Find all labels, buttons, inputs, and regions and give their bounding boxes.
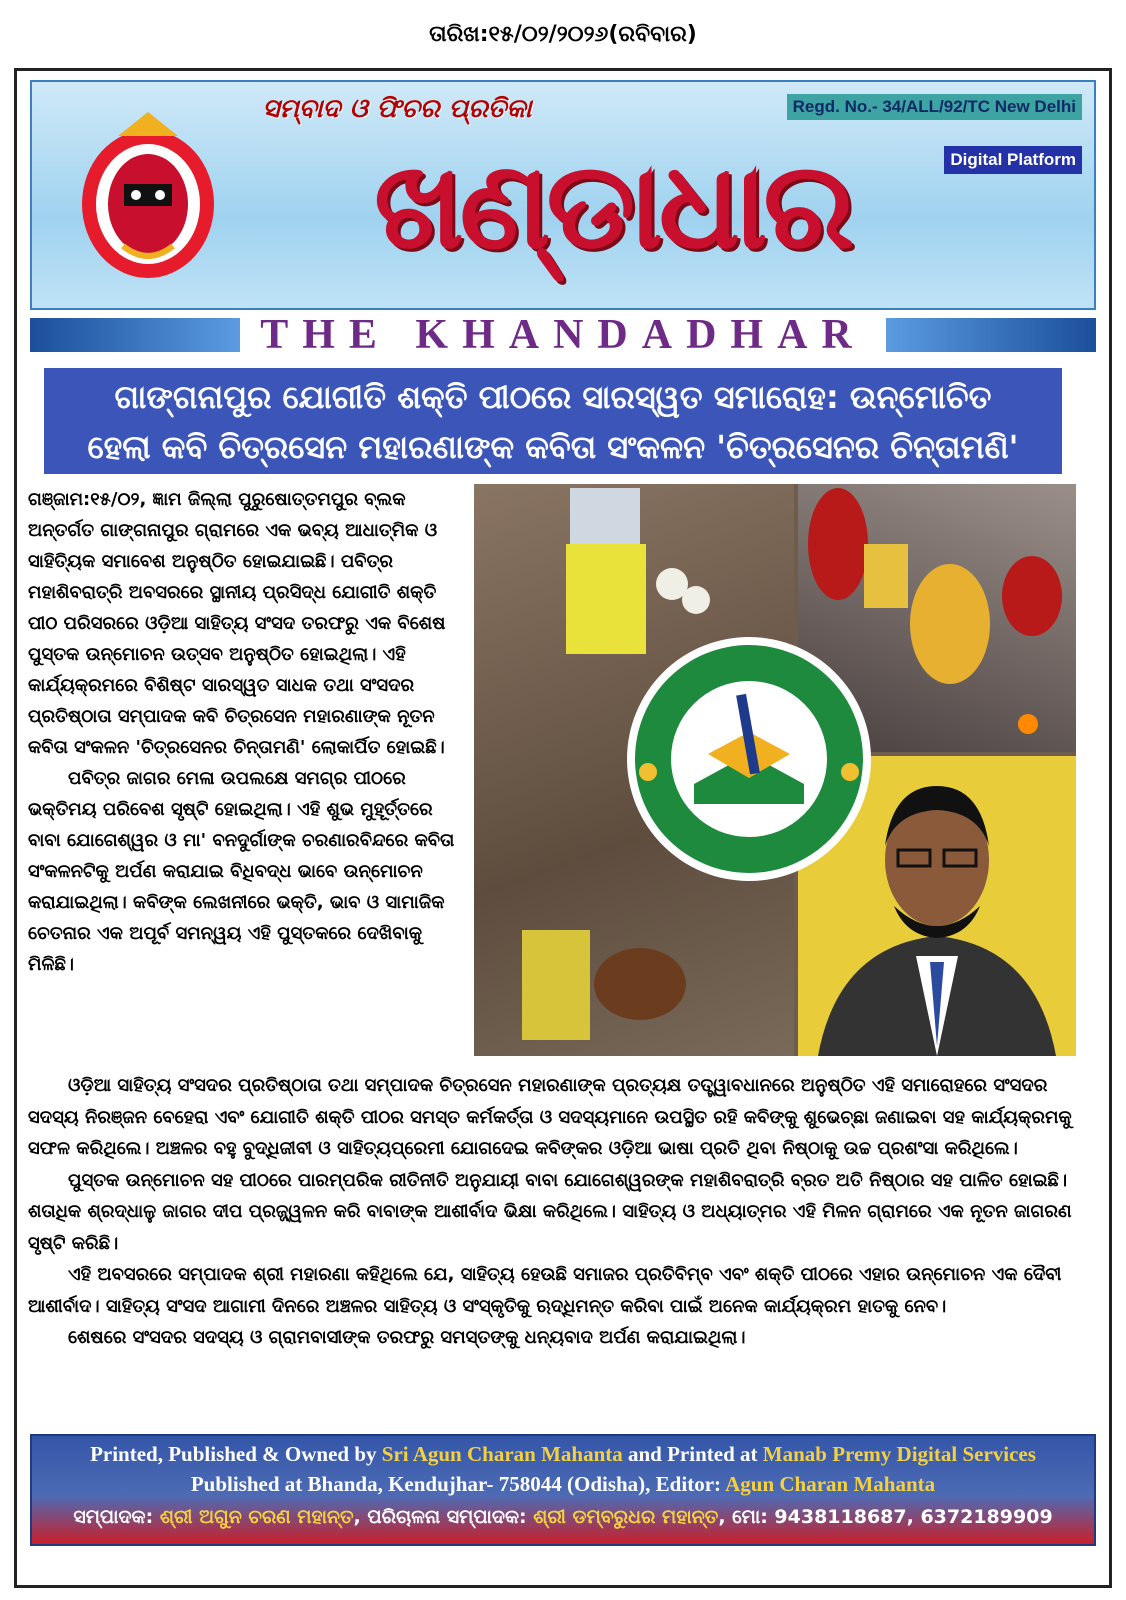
footer-text: and Printed at — [622, 1442, 763, 1466]
sahitya-sansad-seal — [624, 634, 874, 884]
article-paragraph: ଏହି ଅବସରରେ ସମ୍ପାଦକ ଶ୍ରୀ ମହାରଣା କହିଥିଲେ ଯେ, ସାହିତ୍ୟ ହେଉଛି ସମାଜର ପ୍ରତିବିମ୍ବ ଏବଂ ଶକ୍ତି ପୀଠରେ ଏହାର ଉନ୍ମୋଚନ ଏକ ଦୈବୀ ଆଶୀର୍ବାଦ। ସାହିତ୍ୟ ସଂସଦ ଆଗାମୀ ଦିନରେ ଅଞ୍ଚଳର ସାହିତ୍ୟ ଓ ସଂସ୍କୃତିକୁ ଋଦ୍ଧିମନ୍ତ କରିବା ପାଇଁ ଅନେକ କାର୍ଯ୍ୟକ୍ରମ ହାତକୁ ନେବ। — [28, 1264, 1062, 1317]
editor-name-odia: ଶ୍ରୀ ଅଗୁନ ଚରଣ ମହାନ୍ତ — [159, 1506, 354, 1528]
newspaper-title: ଖଣ୍ଡାଧାର — [373, 137, 851, 276]
editor-name: Agun Charan Mahanta — [725, 1472, 936, 1496]
article-paragraph: ପବିତ୍ର ଜାଗର ମେଳା ଉପଲକ୍ଷେ ସମଗ୍ର ପୀଠରେ ଭକ୍ତିମୟ ପରିବେଶ ସୃଷ୍ଟି ହୋଇଥିଲା। ଏହି ଶୁଭ ମୁହୂର୍ତ୍ତରେ ବାବା ଯୋଗେଶ୍ୱର ଓ ମା' ବନଦୁର୍ଗାଙ୍କ ଚରଣାରବିନ୍ଦରେ କବିତା ସଂକଳନଟିକୁ ଅର୍ପଣ କରାଯାଇ ବିଧିବଦ୍ଧ ଭାବେ ଉନ୍ମୋଚନ କରାଯାଇଥିଲା। କବିଙ୍କ ଲେଖନୀରେ ଭକ୍ତି, ଭାବ ଓ ସାମାଜିକ ଚେତନାର ଏକ ଅପୂର୍ବ ସମନ୍ୱୟ ଏହି ପୁସ୍ତକରେ ଦେଖିବାକୁ ମିଳିଛି। — [28, 768, 455, 975]
english-title-bar — [30, 312, 1096, 358]
registration-badge: Regd. No.- 34/ALL/92/TC New Delhi — [787, 94, 1082, 120]
headline-line-1: ଗାଙ୍ଗନାପୁର ଯୋଗୀତି ଶକ୍ତି ପୀଠରେ ସାରସ୍ୱତ ସମାରୋହ: ଉନ୍ମୋଚିତ — [114, 378, 992, 416]
footer-text: ସମ୍ପାଦକ: — [73, 1506, 160, 1528]
headline-line-2: ହେଲା କବି ଚିତ୍ରସେନ ମହାରଣାଙ୍କ କବିତା ସଂକଳନ 'ଚିତ୍ରସେନର ଚିନ୍ତାମଣି' — [87, 428, 1019, 466]
footer-text: Printed, Published & Owned by — [90, 1442, 382, 1466]
footer-line-3 — [32, 1506, 1094, 1528]
masthead — [30, 80, 1096, 310]
tagline: ସମ୍ବାଦ ଓ ଫିଚର ପ୍ରତିକା — [262, 94, 532, 124]
headline — [44, 368, 1062, 474]
footer-text: Published at Bhanda, Kendujhar- 758044 (Odisha), Editor: — [190, 1472, 726, 1496]
owner-name: Sri Agun Charan Mahanta — [381, 1442, 623, 1466]
article-paragraph: ପୁସ୍ତକ ଉନ୍ମୋଚନ ସହ ପୀଠରେ ପାରମ୍ପରିକ ରୀତିନୀତି ଅନୁଯାୟୀ ବାବା ଯୋଗେଶ୍ୱରଙ୍କ ମହାଶିବରାତ୍ରି ବ୍ରତ ଅତି ନିଷ୍ଠାର ସହ ପାଳିତ ହୋଇଛି। ଶତାଧିକ ଶ୍ରଦ୍ଧାଳୁ ଜାଗର ଦୀପ ପ୍ରଜ୍ଜ୍ୱଳନ କରି ବାବାଙ୍କ ଆଶୀର୍ବାଦ ଭିକ୍ଷା କରିଥିଲେ। ସାହିତ୍ୟ ଓ ଅଧ୍ୟାତ୍ମର ଏହି ମିଳନ ଗ୍ରାମରେ ଏକ ନୂତନ ଜାଗରଣ ସୃଷ୍ଟି କରିଛି। — [28, 1169, 1072, 1254]
footer-line-1 — [32, 1442, 1094, 1467]
article-paragraph: ଗଞ୍ଜାମ:୧୫/୦୨, ଜ୍ଞାମ ଜିଲ୍ଲା ପୁରୁଷୋତ୍ତମପୁର ବ୍ଲକ ଅନ୍ତର୍ଗତ ଗାଙ୍ଗନାପୁର ଗ୍ରାମରେ ଏକ ଭବ୍ୟ ଆଧାତ୍ମିକ ଓ ସାହିତ୍ୟିକ ସମାବେଶ ଅନୁଷ୍ଠିତ ହୋଇଯାଇଛି। ପବିତ୍ର ମହାଶିବରାତ୍ରି ଅବସରରେ ସ୍ଥାନୀୟ ପ୍ରସିଦ୍ଧ ଯୋଗୀତି ଶକ୍ତି ପୀଠ ପରିସରରେ ଓଡ଼ିଆ ସାହିତ୍ୟ ସଂସଦ ତରଫରୁ ଏକ ବିଶେଷ ପୁସ୍ତକ ଉନ୍ମୋଚନ ଉତ୍ସବ ଅନୁଷ୍ଠିତ ହୋଇଥିଲା। ଏହି କାର୍ଯ୍ୟକ୍ରମରେ ବିଶିଷ୍ଟ ସାରସ୍ୱତ ସାଧକ ତଥା ସଂସଦର ପ୍ରତିଷ୍ଠାତା ସମ୍ପାଦକ କବି ଚିତ୍ରସେନ ମହାରଣାଙ୍କ ନୂତନ କବିତା ସଂକଳନ 'ଚିତ୍ରସେନର ଚିନ୍ତାମଣି' ଲୋକାର୍ପିତ ହୋଇଛି। — [28, 489, 446, 758]
photo-collage — [474, 484, 1076, 1056]
title-bar-right — [886, 318, 1096, 352]
footer-text: , ପରିଚାଳନା ସମ୍ପାଦକ: — [353, 1506, 534, 1528]
contact-numbers: , ମୋ: 9438118687, 6372189909 — [718, 1506, 1053, 1528]
date-line: ତାରିଖ:୧୫/୦୨/୨୦୨୬(ରବିବାର) — [429, 22, 697, 47]
printer-name: Manab Premy Digital Services — [762, 1442, 1036, 1466]
deity-image — [78, 106, 218, 282]
title-bar-left — [30, 318, 240, 352]
imprint-footer — [30, 1434, 1096, 1546]
seal-logo-image — [624, 634, 874, 884]
digital-platform-badge: Digital Platform — [944, 146, 1082, 174]
article-left-column — [28, 484, 468, 980]
footer-line-2 — [32, 1472, 1094, 1497]
english-title: THE KHANDADHAR — [260, 312, 866, 358]
article-paragraph: ଶେଷରେ ସଂସଦର ସଦସ୍ୟ ଓ ଗ୍ରାମବାସୀଙ୍କ ତରଫରୁ ସମସ୍ତଙ୍କୁ ଧନ୍ୟବାଦ ଅର୍ପଣ କରାଯାଇଥିଲା। — [68, 1327, 746, 1348]
article-full-width — [28, 1070, 1098, 1354]
article-paragraph: ଓଡ଼ିଆ ସାହିତ୍ୟ ସଂସଦର ପ୍ରତିଷ୍ଠାତା ତଥା ସମ୍ପାଦକ ଚିତ୍ରସେନ ମହାରଣାଙ୍କ ପ୍ରତ୍ୟକ୍ଷ ତତ୍ତ୍ୱାବଧାନରେ ଅନୁଷ୍ଠିତ ଏହି ସମାରୋହରେ ସଂସଦର ସଦସ୍ୟ ନିରଞ୍ଜନ ବେହେରା ଏବଂ ଯୋଗୀତି ଶକ୍ତି ପୀଠର ସମସ୍ତ କର୍ମକର୍ତ୍ତା ଓ ସଦସ୍ୟମାନେ ଉପସ୍ଥିତ ରହି କବିଙ୍କୁ ଶୁଭେଚ୍ଛା ଜଣାଇବା ସହ କାର୍ଯ୍ୟକ୍ରମକୁ ସଫଳ କରିଥିଲେ। ଅଞ୍ଚଳର ବହୁ ବୁଦ୍ଧିଜୀବୀ ଓ ସାହିତ୍ୟପ୍ରେମୀ ଯୋଗଦେଇ କବିଙ୍କର ଓଡ଼ିଆ ଭାଷା ପ୍ରତି ଥିବା ନିଷ୍ଠାକୁ ଉଚ୍ଚ ପ୍ରଶଂସା କରିଥିଲେ। — [28, 1075, 1072, 1159]
managing-editor-name: ଶ୍ରୀ ଡମ୍ବରୁଧର ମହାନ୍ତ — [533, 1506, 719, 1528]
